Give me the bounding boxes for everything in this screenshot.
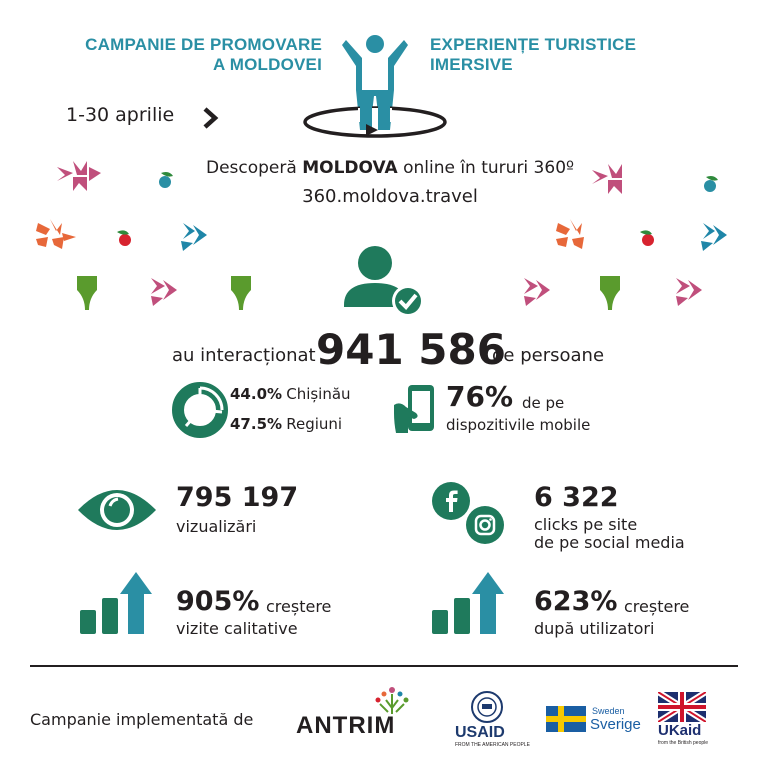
flower-motif-icon bbox=[592, 164, 622, 194]
left-title bbox=[40, 35, 322, 75]
instagram-icon bbox=[466, 506, 504, 544]
flower-motif-icon bbox=[556, 219, 584, 249]
interactions-number: 941 586 bbox=[316, 325, 506, 374]
regions-pct: 47.5% bbox=[230, 415, 283, 433]
left-title-line1: CAMPANIE DE PROMOVARE bbox=[85, 35, 322, 54]
mobile-pct: 76% bbox=[446, 380, 514, 413]
mobile-label1: de pe bbox=[522, 394, 565, 412]
berry-motif-icon bbox=[640, 230, 654, 246]
decorative-motifs-left bbox=[25, 150, 265, 320]
clicks-number: 6 322 bbox=[534, 482, 619, 513]
eye-icon bbox=[76, 480, 158, 540]
flower-motif-icon bbox=[181, 223, 207, 251]
leaf-motif-icon bbox=[77, 276, 97, 310]
flower-motif-icon bbox=[701, 223, 727, 251]
berry-motif-icon bbox=[704, 176, 718, 192]
tagline-suffix: online în tururi 360º bbox=[397, 158, 575, 178]
usaid-sub: FROM THE AMERICAN PEOPLE bbox=[455, 742, 530, 748]
regions-row bbox=[230, 415, 342, 433]
interactions-prefix: au interacționat bbox=[172, 345, 316, 366]
users-number: 623% bbox=[534, 586, 618, 617]
mobile-hand-icon bbox=[392, 383, 442, 435]
flower-motif-icon bbox=[676, 278, 702, 306]
right-title bbox=[430, 35, 730, 75]
qvisits-label2: vizite calitative bbox=[176, 619, 298, 638]
footer-divider bbox=[30, 665, 738, 667]
chisinau-label: Chișinău bbox=[286, 385, 351, 403]
decorative-motifs-right bbox=[510, 150, 750, 320]
mobile-label2: dispozitivile mobile bbox=[446, 416, 591, 434]
donut-chart-icon bbox=[172, 382, 228, 438]
berry-motif-icon bbox=[159, 172, 173, 188]
leaf-motif-icon bbox=[231, 276, 251, 310]
chisinau-pct: 44.0% bbox=[230, 385, 283, 403]
views-label: vizualizări bbox=[176, 517, 257, 536]
chevron-right-icon bbox=[200, 106, 220, 130]
interactions-suffix: de persoane bbox=[492, 345, 605, 366]
berry-motif-icon bbox=[117, 230, 131, 246]
flower-motif-icon bbox=[36, 219, 76, 249]
usaid-text: USAID bbox=[455, 724, 505, 741]
qvisits-number: 905% bbox=[176, 586, 260, 617]
user-check-icon bbox=[340, 243, 430, 323]
ukaid-wordmark: UKaid bbox=[658, 722, 702, 739]
sweden-flag-icon bbox=[546, 706, 586, 732]
views-number: 795 197 bbox=[176, 482, 299, 513]
tagline-prefix: Descoperă bbox=[205, 158, 303, 178]
flower-motif-icon bbox=[151, 278, 177, 306]
sweden-top: Sweden bbox=[592, 706, 625, 716]
chisinau-row bbox=[230, 385, 351, 403]
ukaid-sub: from the British people bbox=[658, 740, 709, 746]
person-360-icon bbox=[300, 30, 460, 150]
users-label2: după utilizatori bbox=[534, 619, 655, 638]
site-url[interactable]: 360.moldova.travel bbox=[302, 186, 478, 207]
growth-chart-icon bbox=[430, 570, 506, 636]
users-label1: creștere bbox=[624, 597, 690, 616]
sweden-main: Sverige bbox=[590, 716, 641, 733]
usaid-seal-icon bbox=[470, 690, 504, 724]
flower-motif-icon bbox=[524, 278, 550, 306]
antrim-wordmark: ANTRIM bbox=[296, 712, 396, 739]
clicks-label1: clicks pe site bbox=[534, 515, 638, 534]
leaf-motif-icon bbox=[600, 276, 620, 310]
tagline-emph: MOLDOVA bbox=[302, 158, 398, 178]
qvisits-label1: creștere bbox=[266, 597, 332, 616]
clicks-label2: de pe social media bbox=[534, 533, 685, 552]
campaign-dates: 1-30 aprilie bbox=[66, 104, 175, 126]
flower-motif-icon bbox=[57, 161, 101, 191]
left-title-line2: A MOLDOVEI bbox=[212, 55, 322, 74]
implemented-by: Campanie implementată de bbox=[30, 710, 254, 729]
growth-chart-icon bbox=[78, 570, 154, 636]
facebook-icon bbox=[432, 482, 470, 520]
usaid-wordmark bbox=[455, 724, 505, 742]
right-title-line2: IMERSIVE bbox=[430, 55, 513, 74]
uk-flag-icon bbox=[658, 692, 706, 722]
regions-label: Regiuni bbox=[286, 415, 343, 433]
right-title-line1: EXPERIENȚE TURISTICE bbox=[430, 35, 637, 54]
